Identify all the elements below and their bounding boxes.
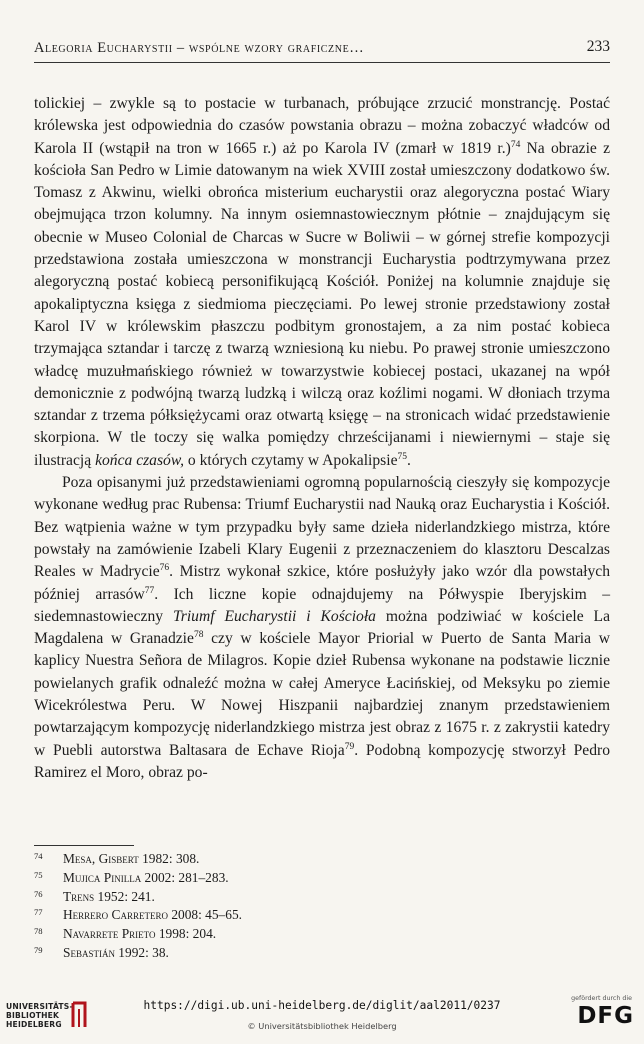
footnote bbox=[34, 850, 610, 869]
footnotes bbox=[34, 850, 610, 963]
footnote-reference: 2008: 45–65. bbox=[167, 907, 242, 923]
footnote-ref-76[interactable]: 76 bbox=[159, 563, 170, 574]
library-logo-line: BIBLIOTHEK bbox=[6, 1011, 60, 1020]
paragraph-1 bbox=[34, 93, 610, 472]
text-run: czy w kościele Mayor Priorial w Puerto de Santa Maria w kaplicy Nuestra Señora de Milagros. Kopie dzieł Rubensa wykonane na podstawie licznie powielanych grafik odnaleźć można w całej Ameryce Łacińskiej, od Meksyku po ziemie Wicekrólestwa Peru. W Nowej Hiszpanii najbardziej znanym przedstawieniem powtarzającym kompozycję niderlandzkiego mistrza jest obraz z 1675 r. z zakrystii katedry w Puebli autorstwa Baltasara de Echave Rioja bbox=[34, 630, 610, 759]
copyright-notice: © Universitätsbibliothek Heidelberg bbox=[247, 1021, 397, 1031]
dfg-funding bbox=[564, 995, 634, 1039]
footnote-ref-74[interactable]: 74 bbox=[510, 139, 521, 150]
text-run: o których czytamy w Apokalipsie bbox=[184, 451, 398, 469]
footnote-reference: 1998: 204. bbox=[155, 926, 217, 942]
text-run: Na obrazie z kościoła San Pedro w Limie datowanym na wiek XVIII został umieszczony dodatkowo św. Tomasz z Akwinu, wielki obrońca misterium eucharystii oraz alegoryczna postać Wiary obejmująca trzon kolumny. Na innym osiemnastowiecznym płótnie – znajdującym się obecnie w Museo Colonial de Charcas w Sucre w Boliwii – w górnej strefie kompozycji przedstawiona została umieszczona w monstrancji Eucharystia podtrzymywana przez alegoryczną postać kobiecą personifikującą Kościół. Poniżej na kolumnie znajduje się apokaliptyczna księga z siedmioma pieczęciami. Po lewej stronie przedstawiony został Karol IV w królewskim płaszczu podbitym gronostajem, a za nim postać kobieca trzymająca sztandar i tarczę z twarzą wzniesioną ku niebu. Po prawej stronie umieszczono władcę muzułmańskiego również w towarzystwie kobiecej postaci, ukazanej na wpół demonicznie z podwójną twarzą ludzką i wilczą oraz koźlimi nogami. W dłoniach trzyma sztandar z trzema półksiężycami oraz otwartą księgę – na stronicach widać przedstawienie skorpiona. W tle toczy się walka pomiędzy chrześcijanami i niewiernymi – staje się ilustracją bbox=[34, 139, 610, 469]
running-title: Alegoria Eucharystii – wspólne wzory graficzne… bbox=[34, 40, 365, 56]
permalink-url[interactable]: https://digi.ub.uni-heidelberg.de/diglit/aal2011/0237 bbox=[143, 999, 501, 1012]
footnote-reference: 1982: 308. bbox=[138, 851, 200, 866]
footnote-number: 77 bbox=[34, 907, 43, 918]
footnote bbox=[34, 944, 610, 963]
digitization-footer bbox=[0, 995, 644, 1044]
footnote-author: Herrero Carretero bbox=[63, 907, 168, 923]
footnote-author: Navarrete Prieto bbox=[63, 926, 156, 942]
dfg-logo[interactable]: DFG bbox=[577, 1003, 634, 1029]
footnote-ref-77[interactable]: 77 bbox=[144, 585, 155, 596]
text-run: . Podobną kompozycję stworzył Pedro Ramirez el Moro, obraz po- bbox=[34, 741, 610, 781]
footnote-separator bbox=[34, 845, 134, 846]
footnote-number: 78 bbox=[34, 926, 43, 937]
funded-by-label: gefördert durch die bbox=[571, 995, 632, 1002]
footnote-author: Sebastián bbox=[63, 944, 115, 960]
footnote bbox=[34, 869, 610, 888]
library-logo-line: UNIVERSITÄTS- bbox=[6, 1002, 73, 1011]
footnote-author: Mujica Pinilla bbox=[63, 869, 142, 885]
text-run: tolickiej – zwykle są to postacie w turbanach, próbujące zrzucić monstrancję. Postać królewska jest odpowiednia do czasów powstania obrazu – można zobaczyć władców od Karola II (wstąpił na tron w 1665 r.) aż po Karola IV (zmarł w 1819 r.) bbox=[34, 95, 610, 157]
footnote-ref-79[interactable]: 79 bbox=[344, 741, 355, 752]
footnote-author: Mesa, Gisbert bbox=[63, 851, 139, 866]
footnote-number: 74 bbox=[34, 851, 43, 861]
italic-phrase: końca czasów, bbox=[95, 451, 184, 469]
main-text bbox=[34, 93, 610, 784]
italic-title: Triumf Eucharystii i Kościoła bbox=[172, 607, 376, 625]
text-run: można podziwiać w kościele La Magdalena w Granadzie bbox=[34, 607, 610, 648]
footnote-ref-75[interactable]: 75 bbox=[397, 451, 408, 462]
footnote-reference: 1952: 241. bbox=[94, 888, 155, 904]
footnote bbox=[34, 925, 610, 944]
footnote-author: Trens bbox=[63, 888, 95, 904]
footnote bbox=[34, 906, 610, 925]
footnote-ref-78[interactable]: 78 bbox=[193, 630, 204, 641]
text-run: . Ich liczne kopie odnajdujemy na Półwyspie Iberyjskim – siedemnastowieczny bbox=[34, 585, 611, 625]
footnote-number: 76 bbox=[34, 888, 43, 899]
footnote-reference: 2002: 281–283. bbox=[141, 869, 229, 885]
footnote-number: 79 bbox=[34, 944, 43, 955]
page-number: 233 bbox=[586, 38, 610, 55]
footnote bbox=[34, 888, 610, 907]
text-run: . Mistrz wykonał szkice, które posłużyły jako wzór dla powstałych później arrasów bbox=[34, 563, 610, 603]
library-logo-line: HEIDELBERG bbox=[6, 1020, 62, 1029]
footnote-reference: 1992: 38. bbox=[114, 944, 169, 960]
text-run: . bbox=[407, 451, 411, 469]
running-header bbox=[34, 36, 610, 63]
text-run: Poza opisanymi już przedstawieniami ogromną popularnością cieszyły się kompozycje wykonane według prac Rubensa: Triumf Eucharystii nad Nauką oraz Eucharystia i Kościół. Bez wątpienia ważne w tym przypadku były same dzieła niderlandzkiego mistrza, które powstały na zamówienie Izabeli Klary Eugenii z przeznaczeniem do klasztoru Descalzas Reales w Madrycie bbox=[34, 474, 610, 581]
footnote-number: 75 bbox=[34, 869, 43, 880]
paragraph-2 bbox=[34, 472, 610, 784]
